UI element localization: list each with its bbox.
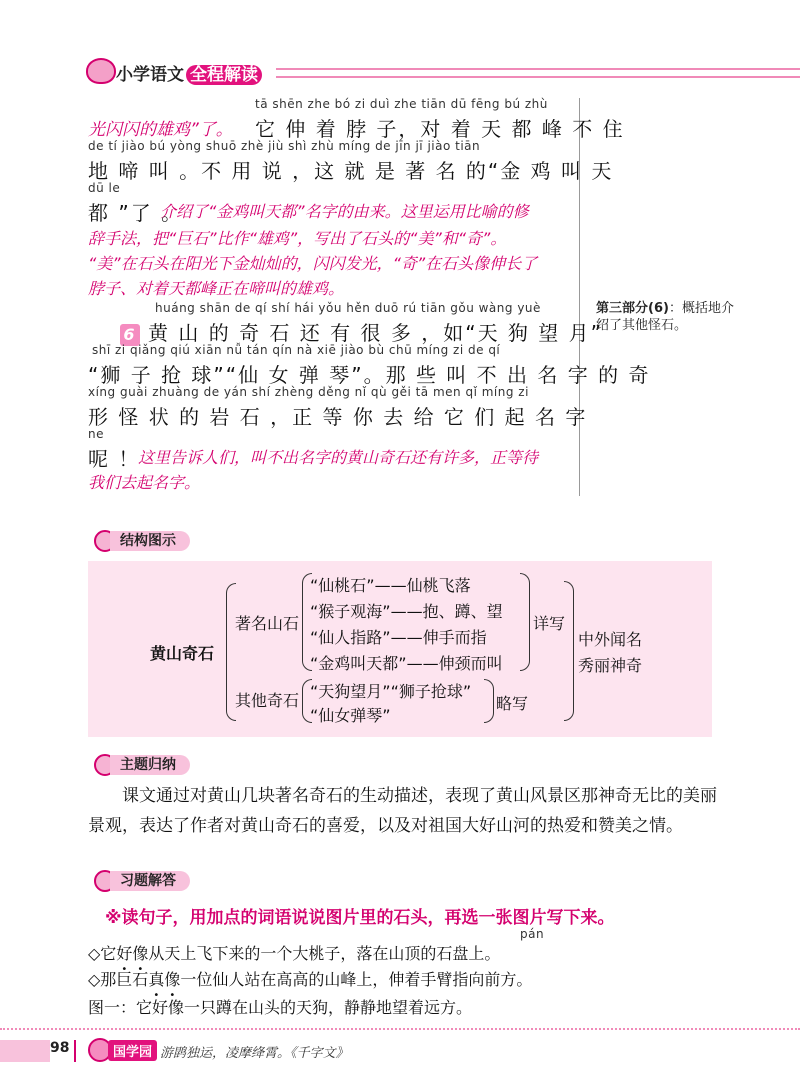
passage-text: “狮 子 抢 球”“仙 女 弹 琴”。那 些 叫 不 出 名 字 的 奇	[88, 363, 651, 387]
annotation-text: 辞手法，把“巨石”比作“雄鸡”，写出了石头的“美”和“奇”。	[88, 229, 507, 248]
result-2: 秀丽神奇	[578, 656, 643, 675]
annotation-text: 这里告诉人们，叫不出名字的黄山奇石还有许多，正等待	[138, 448, 539, 467]
passage-text: 呢 ！	[88, 447, 141, 471]
passage-text: 地 啼 叫 。不 用 说 ，这 就 是 著 名 的“金 鸡 叫 天	[88, 159, 614, 183]
brief-label: 略写	[496, 694, 529, 713]
passage-text: 它 伸 着 脖 子，对 着 天 都 峰 不 住	[255, 117, 625, 141]
section-label: 主题归纳	[110, 755, 190, 775]
pinyin-row: tā shēn zhe bó zi duì zhe tiān dū fēng bú zhù	[255, 97, 548, 111]
pinyin-row: ne	[88, 427, 104, 441]
section-label: 结构图示	[110, 531, 190, 551]
famous-stones: 著名山石	[235, 614, 300, 633]
section-label: 习题解答	[110, 871, 190, 891]
pinyin-pan: pán	[520, 927, 545, 941]
stone-item: “金鸡叫天都”——伸颈而叫	[310, 654, 503, 673]
stone-item: “仙桃石”——仙桃飞落	[310, 576, 471, 595]
stone-item: “仙人指路”——伸手而指	[310, 628, 487, 647]
book-title: 小学语文 全程解读	[116, 60, 262, 85]
pinyin-row: shī zi qiǎng qiú xiān nǚ tán qín nà xiē jiào bù chū míng zi de qí	[92, 343, 501, 357]
annotation-text: “美”在石头在阳光下金灿灿的，闪闪发光，“奇”在石头像伸长了	[88, 254, 538, 273]
header-rule	[276, 68, 800, 78]
pinyin-row: xíng guài zhuàng de yán shí zhèng děng nǐ qù gěi tā men qǐ míng zi	[88, 385, 529, 399]
famous-right-brace	[520, 573, 530, 671]
pinyin-row: de tí jiào bú yòng shuō zhè jiù shì zhù míng de jīn jī jiào tiān	[88, 139, 481, 153]
footer-quote: 游鹍独运，凌摩绛霄。《千字文》	[160, 1046, 349, 1061]
pinyin-row: huáng shān de qí shí hái yǒu hěn duō rú tiān gǒu wàng yuè	[155, 301, 541, 315]
annotation-text: 介绍了“金鸡叫天都”名字的由来。这里运用比喻的修	[160, 202, 529, 221]
stone-item: “猴子观海”——抱、蹲、望	[310, 602, 503, 621]
annotation-text: 脖子、对着天都峰正在啼叫的雄鸡。	[88, 279, 345, 298]
exercise-question: ※读句子，用加点的词语说说图片里的石头，再选一张图片写下来。	[105, 908, 615, 928]
stone-item: “仙女弹琴”	[310, 706, 391, 725]
example-sentence-1: ◇它好像从天上飞下来的一个大桃子，落在山顶的石盘上。	[88, 944, 501, 963]
result-brace	[564, 581, 574, 721]
other-stones: 其他奇石	[235, 691, 300, 710]
example-sentence-2: ◇那巨石真像一位仙人站在高高的山峰上，伸着手臂指向前方。	[88, 970, 533, 989]
footer-rule	[0, 1028, 800, 1030]
mascot-icon	[86, 58, 116, 84]
passage-text: 形 怪 状 的 岩 石 ，正 等 你 去 给 它 们 起 名 字	[88, 405, 588, 429]
passage-text: 都 ”了 。	[88, 201, 184, 225]
annotation-text: 光闪闪的雄鸡”了。	[88, 120, 233, 140]
page-number: 98	[50, 1040, 70, 1056]
answer-text: 图一：它好像一只蹲在山头的天狗，静静地望着远方。	[88, 998, 473, 1017]
root-node: 黄山奇石	[150, 644, 215, 663]
footer-divider	[74, 1040, 76, 1062]
result-1: 中外闻名	[578, 630, 643, 649]
pinyin-row: dū le	[88, 181, 121, 195]
stone-item: “天狗望月”“狮子抢球”	[310, 682, 472, 701]
header-logo	[86, 58, 276, 84]
side-note: 第三部分(6)：概括地介绍了其他怪石。	[596, 301, 734, 333]
guoxue-badge: 国学园	[88, 1036, 150, 1064]
annotation-text: 我们去起名字。	[88, 473, 201, 492]
paragraph-number: 6	[120, 324, 140, 346]
detail-label: 详写	[533, 614, 566, 633]
footer-band	[0, 1040, 50, 1062]
structure-diagram	[88, 561, 712, 737]
passage-text: 6 黄 山 的 奇 石 还 有 很 多 ，如“天 狗 望 月”	[120, 317, 603, 346]
theme-text: 课文通过对黄山几块著名奇石的生动描述，表现了黄山风景区那神奇无比的美丽景观，表达了作者对黄山奇石的喜爱，以及对祖国大好山河的热爱和赞美之情。	[88, 786, 717, 836]
other-right-brace	[484, 679, 494, 723]
